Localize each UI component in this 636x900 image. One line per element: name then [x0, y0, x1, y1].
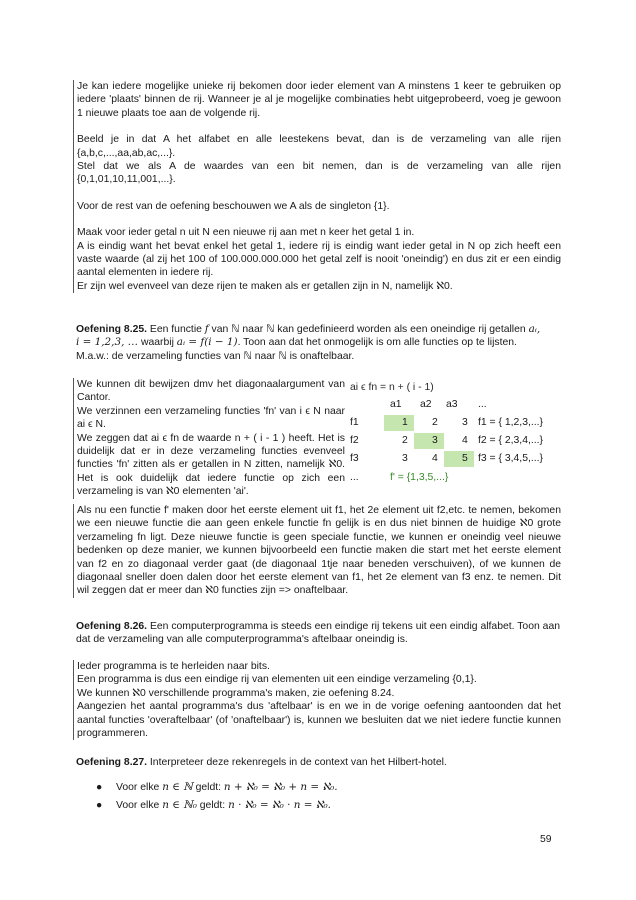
diagram-fprime: f' = {1,3,5,...}	[390, 472, 449, 483]
diagram-highlight-3	[444, 451, 474, 467]
intro-paragraph-2: Beeld je in dat A het alfabet en alle leestekens bevat, dan is de verzameling van alle rijen {a,b,c,...,aa,ab,ac,...}.	[77, 134, 561, 159]
exercise-8-27-text: Oefening 8.27. Interpreteer deze rekenregels in de context van het Hilbert-hotel.	[76, 757, 447, 768]
intro-paragraph-7: Er zijn wel evenveel van deze rijen te maken als er getallen zijn in N, namelijk ℵ0.	[77, 280, 453, 292]
exercise-8-25-line-3: M.a.w.: de verzameling functies van ℕ naar ℕ is onaftelbaar.	[76, 350, 355, 362]
proof2-line-1: Ieder programma is te herleiden naar bits.	[77, 661, 270, 672]
intro-paragraph-5: Maak voor ieder getal n uit N een nieuwe rij aan met n keer het getal 1 in.	[77, 227, 415, 239]
diagram-cell-f1-a3: 3	[462, 417, 468, 428]
diagram-cell-f2-a2: 3	[432, 435, 438, 446]
intro-block	[73, 80, 561, 293]
proof-left-2: We verzinnen een verzameling functies 'fn' van i ϵ N naar ai ϵ N.	[77, 405, 345, 431]
intro-paragraph-4: Voor de rest van de oefening beschouwen we A als de singleton {1}.	[77, 200, 390, 212]
diagram-cell-f3-a3: 5	[462, 453, 468, 464]
proof2-line-2: Een programma is dus een eindige rij van elementen uit een eindige verzameling {0,1}.	[77, 674, 477, 686]
exercise-8-26-text: Oefening 8.26. Een computerprogramma is steeds een eindige rij tekens uit een eindig alfabet. Toon aan dat de verzameling van alle computerprogramma's aftelbaar oneindig is.	[76, 621, 560, 646]
diagonal-diagram	[350, 380, 560, 490]
proof2-line-4: Aangezien het aantal programma's dus 'aftelbaar' is en we in de vorige oefening aantoonden dat het aantal functies 'overaftelbaar' (of 'onaftelbaar') is, kunnen we besluiten dat we niet iedere functie kunnen programmeren.	[77, 701, 561, 740]
diagram-col-a2: a2	[420, 399, 432, 410]
diagram-cell-f3-a2: 4	[432, 453, 438, 464]
diagram-highlight-2	[414, 433, 444, 449]
diagram-cell-f2-a3: 4	[462, 435, 468, 446]
proof-full-paragraph: Als nu een functie f' maken door het eerste element uit f1, het 2e element uit f2,etc. te nemen, bekomen we een nieuwe functie die aan geen enkele functie fn gelijk is en dus niet binnen de huidige ℵ0 grote verzameling fn ligt. Deze nieuwe functie is geen speciale functie, we kunnen er oneindig veel nieuwe bedenken op deze manier, we kunnen bijvoorbeeld een functie maken die start met het eerste element van f2 en zo diagonaal verder gaat (de diagonaal 1tje naar beneden verschuiven), of we kunnen de diagonaal sneller doen dalen door het eerste element van f1, het 2e element van f3 enz. te nemen. Dit wil zeggen dat er meer dan ℵ0 functies zijn => onaftelbaar.	[77, 505, 561, 597]
diagram-cell-f1-a1: 1	[402, 417, 408, 428]
exercise-8-27-label: Oefening 8.27.	[76, 757, 148, 768]
diagram-col-a1: a1	[390, 399, 402, 410]
diagram-dots: ...	[350, 472, 359, 483]
diagram-col-dots: ...	[478, 399, 487, 410]
page-number: 59	[540, 834, 552, 845]
intro-paragraph-6: A is eindig want het bevat enkel het getal 1, iedere rij is eindig want ieder getal in N op zich heeft een vaste waarde (al zij het 100 of 100.000.000.000 het getal zelf is nooit 'oneindig') en dus zit er een eindig aantal elementen in iedere rij.	[77, 240, 561, 279]
diagram-row-label-f1: f1	[350, 417, 359, 428]
proof2-block	[73, 660, 561, 740]
exercise-8-25-line-2: i = 1,2,3, … waarbij aᵢ = f(i − 1). Toon aan dat het onmogelijk is om alle functies op te lijsten.	[76, 336, 517, 349]
exercise-8-26	[76, 620, 560, 647]
diagram-cell-f2-a1: 2	[402, 435, 408, 446]
diagram-row-label-f3: f3	[350, 453, 359, 464]
diagram-set-f2: f2 = { 2,3,4,...}	[478, 435, 543, 446]
diagram-highlight-1	[384, 415, 414, 431]
exercise-8-25-line-1: Oefening 8.25. Een functie f van ℕ naar ℕ kan gedefinieerd worden als een oneindige rij getallen aᵢ,	[76, 323, 541, 335]
exercise-8-25-label: Oefening 8.25.	[76, 324, 148, 335]
bullet-icon: ●	[96, 782, 103, 793]
exercise-8-25	[76, 323, 560, 363]
proof-continuation	[73, 504, 561, 598]
exercise-8-26-label: Oefening 8.26.	[76, 621, 148, 632]
proof-left-column	[73, 378, 345, 499]
proof2-line-3: We kunnen ℵ0 verschillende programma's maken, zie oefening 8.24.	[77, 687, 395, 699]
diagram-title: ai ϵ fn = n + ( i - 1)	[350, 382, 434, 393]
diagram-cell-f3-a1: 3	[402, 453, 408, 464]
exercise-8-27	[76, 756, 560, 769]
bullet-icon: ●	[96, 800, 103, 811]
diagram-row-label-f2: f2	[350, 435, 359, 446]
diagram-cell-f1-a2: 2	[432, 417, 438, 428]
diagram-set-f3: f3 = { 3,4,5,...}	[478, 453, 543, 464]
proof-left-1: We kunnen dit bewijzen dmv het diagonaalargument van Cantor.	[77, 379, 345, 404]
proof-left-3: We zeggen dat ai ϵ fn de waarde n + ( i - 1 ) heeft. Het is duidelijk dat er in deze verzameling functies evenveel functies 'fn' zitten als er getallen in N zitten, namelijk ℵ0. Het is ook duidelijk dat iedere functie op zich een verzameling is van ℵ0 elementen 'ai'.	[77, 432, 345, 498]
diagram-set-f1: f1 = { 1,2,3,...}	[478, 417, 543, 428]
intro-paragraph-1: Je kan iedere mogelijke unieke rij bekomen door ieder element van A minstens 1 keer te gebruiken op iedere 'plaats' binnen de rij. Wanneer je al je mogelijke combinaties hebt uitgeprobeerd, voeg je gewoon 1 nieuwe plaats toe aan de volgende rij.	[77, 81, 561, 119]
diagram-col-a3: a3	[446, 399, 458, 410]
intro-paragraph-3: Stel dat we als A de waardes van een bit nemen, dan is de verzameling van alle rijen {0,1,01,10,11,001,...}.	[77, 161, 561, 186]
